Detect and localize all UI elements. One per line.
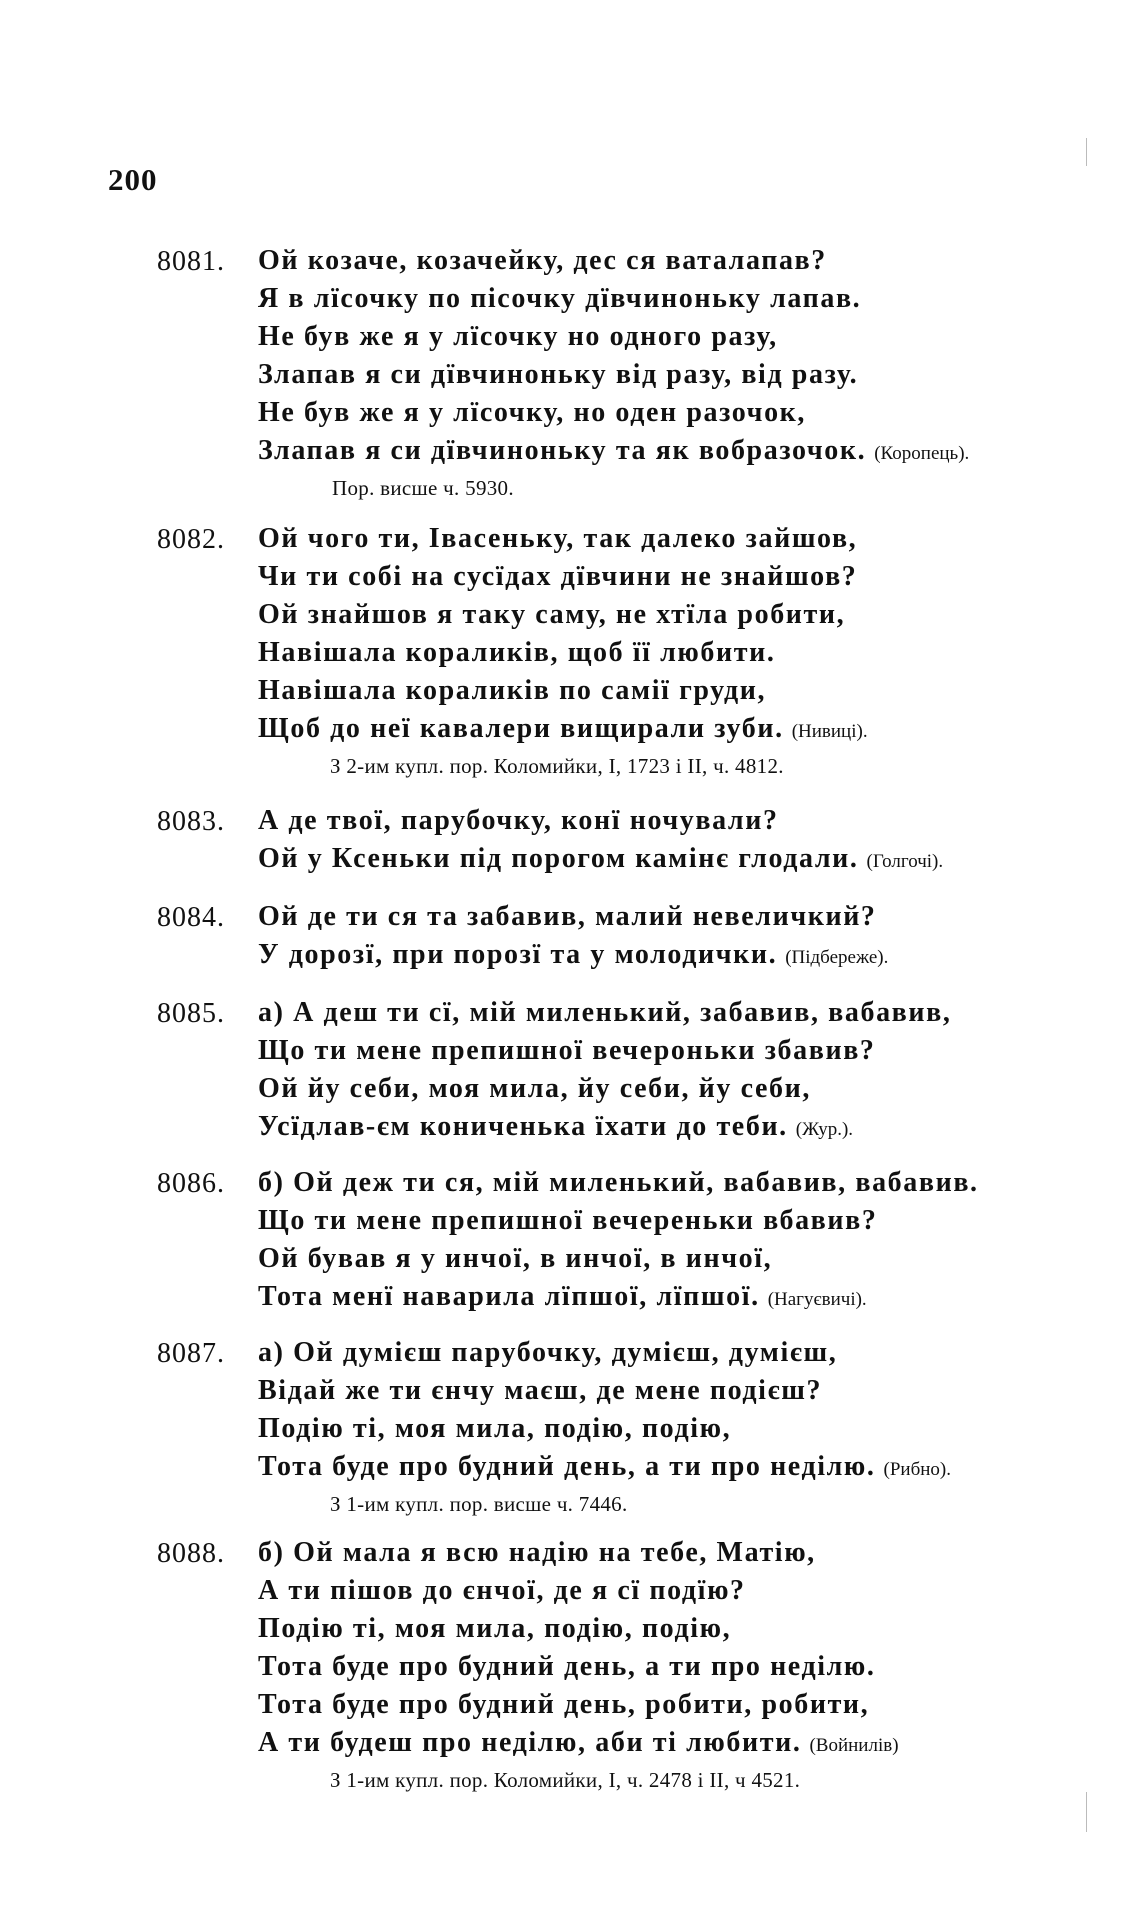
origin-note: (Підбереже). (785, 947, 889, 968)
verse-line: Не був же я у лїсочку но одного разу, (258, 321, 778, 352)
reference-note: З 1-им купл. пор. Коломийки, I, ч. 2478 і II, ч 4521. (330, 1768, 801, 1792)
origin-note: (Голгочі). (866, 851, 944, 872)
song-number: 8081. (157, 246, 225, 277)
reference-note: Пор. висше ч. 5930. (332, 476, 514, 500)
song-lines (258, 520, 1098, 784)
verse-line: А де твої, парубочку, конї ночували? (258, 805, 779, 836)
verse-line: Ой йу себи, моя мила, йу себи, йу себи, (258, 1073, 811, 1104)
verse-line (258, 710, 1098, 748)
verse-line: Ой бував я у инчої, в инчої, в инчої, (258, 1243, 773, 1274)
song-lines (258, 802, 1098, 878)
verse-line: Чи ти собі на сусїдах дївчини не знайшов? (258, 561, 858, 592)
scan-mark (1086, 1792, 1087, 1832)
song-lines (258, 994, 1098, 1146)
origin-note: (Рибно). (883, 1459, 951, 1480)
song-lines (258, 1334, 1098, 1522)
verse-line: Ой козаче, козачейку, дес ся ваталапав? (258, 245, 827, 276)
verse-line: Ой знайшов я таку саму, не хтїла робити, (258, 599, 846, 630)
verse-text: Усїдлав-єм кониченька їхати до теби. (258, 1111, 788, 1142)
song-lines (258, 1164, 1098, 1316)
verse-text: Тота менї наварила лїпшої, лїпшої. (258, 1281, 760, 1312)
verse-line: Навішала кораликів, щоб її любити. (258, 637, 776, 668)
page-number: 200 (108, 162, 158, 197)
verse-line: А ти пішов до єнчої, де я сї подїю? (258, 1575, 746, 1606)
verse-line (258, 936, 1098, 974)
verse-line (258, 1108, 1098, 1146)
verse-line: Ой чого ти, Івасеньку, так далеко зайшов, (258, 523, 858, 554)
verse-line: Подію ті, моя мила, подію, подію, (258, 1413, 732, 1444)
verse-line (258, 840, 1098, 878)
verse-text: Тота буде про будний день, а ти про неділю. (258, 1451, 876, 1482)
verse-line: Злапав я си дївчиноньку від разу, від разу. (258, 359, 859, 390)
verse-line: б) Ой деж ти ся, мій миленький, вабавив, вабавив. (258, 1167, 979, 1198)
song-number: 8084. (157, 902, 225, 933)
verse-text: Щоб до неї кавалери вищирали зуби. (258, 713, 784, 744)
verse-line (258, 1278, 1098, 1316)
verse-line: б) Ой мала я всю надію на тебе, Матію, (258, 1537, 816, 1568)
song-lines (258, 1534, 1098, 1798)
verse-text: А ти будеш про неділю, аби ті любити. (258, 1727, 802, 1758)
song-number: 8085. (157, 998, 225, 1029)
verse-line: Я в лїсочку по пісочку дївчиноньку лапав. (258, 283, 862, 314)
verse-line: Не був же я у лїсочку, но оден разочок, (258, 397, 806, 428)
verse-line (258, 1448, 1098, 1486)
verse-line: Ой де ти ся та забавив, малий невеличкий? (258, 901, 877, 932)
verse-text: У дорозї, при порозї та у молодички. (258, 939, 778, 970)
verse-line: Відай же ти єнчу маєш, де мене подієш? (258, 1375, 823, 1406)
origin-note: (Войнилів) (809, 1735, 899, 1756)
song-lines (258, 898, 1098, 974)
origin-note: (Нагуєвичі). (767, 1289, 867, 1310)
song-number: 8087. (157, 1338, 225, 1369)
verse-text: Ой у Ксеньки під порогом камінє глодали. (258, 843, 859, 874)
verse-text: Злапав я си дївчиноньку та як вобразочок. (258, 435, 867, 466)
song-number: 8082. (157, 524, 225, 555)
verse-line: а) А деш ти сї, мій миленький, забавив, вабавив, (258, 997, 952, 1028)
verse-line (258, 1724, 1098, 1762)
verse-line: Навішала кораликів по самії груди, (258, 675, 767, 706)
origin-note: (Коропець). (874, 443, 970, 464)
scan-mark (1086, 138, 1087, 166)
verse-line: Тота буде про будний день, а ти про неділю. (258, 1651, 876, 1682)
song-number: 8088. (157, 1538, 225, 1569)
reference-note: З 2-им купл. пор. Коломийки, I, 1723 і II, ч. 4812. (330, 754, 784, 778)
verse-line (258, 432, 1098, 470)
verse-line: Що ти мене препишної вечереньки вбавив? (258, 1205, 878, 1236)
song-lines (258, 242, 1098, 506)
verse-line: Подію ті, моя мила, подію, подію, (258, 1613, 732, 1644)
origin-note: (Нивиці). (791, 721, 868, 742)
reference-note: З 1-им купл. пор. висше ч. 7446. (330, 1492, 628, 1516)
song-number: 8086. (157, 1168, 225, 1199)
verse-line: Тота буде про будний день, робити, робити, (258, 1689, 870, 1720)
verse-line: Що ти мене препишної вечероньки збавив? (258, 1035, 876, 1066)
song-number: 8083. (157, 806, 225, 837)
verse-line: а) Ой думієш парубочку, думієш, думієш, (258, 1337, 838, 1368)
origin-note: (Жур.). (795, 1119, 854, 1140)
